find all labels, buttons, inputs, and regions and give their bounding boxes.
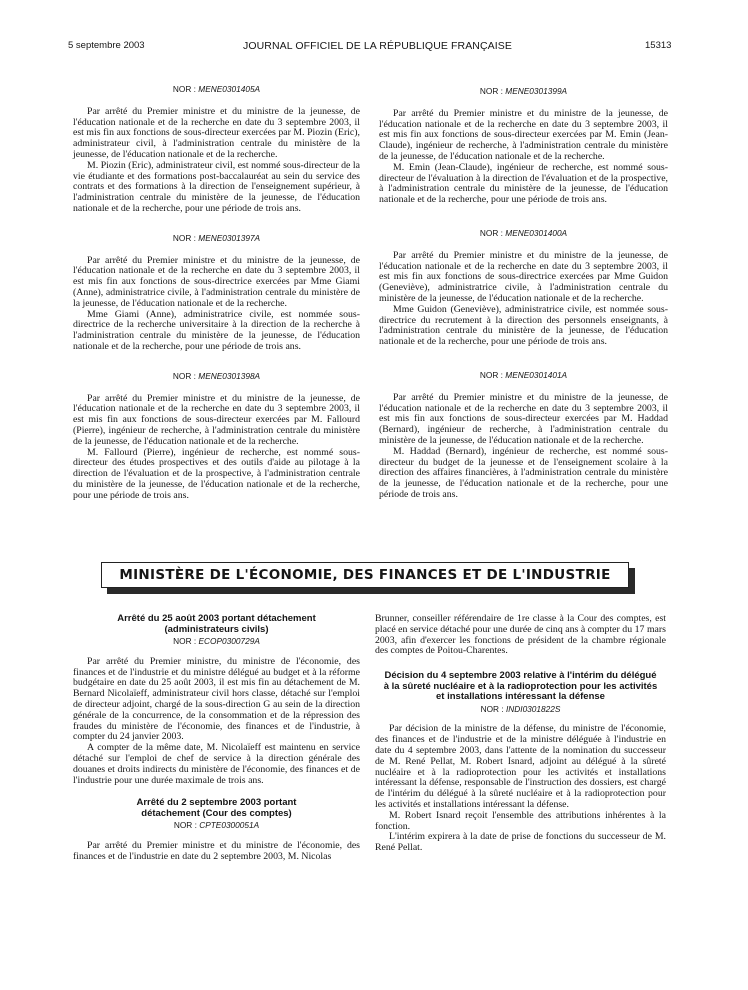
nor-reference: NOR : MENE0301401A	[479, 369, 568, 380]
paragraph: Mme Giami (Anne), administratrice civile, est nommée sous-directrice de la recherche universitaire à la direction de la recherche à l'administration centrale du ministère de la jeunesse, de l'éducation nationale et de la recherche, pour une période de trois ans.	[73, 308, 360, 352]
paragraph: Par arrêté du Premier ministre, du ministre de l'économie, des finances et de l'industrie et du ministre délégué au budget et à la réforme budgétaire en date du 25 août 2003, il est mis fin au détachement de M. Bernard Nicolaïeff, administrateur civil hors classe, détaché sur l'emploi de directeur adjoint, chargé de la sous-direction G au sein de la direction générale de la concurrence, de la consommation et de la répression des fraudes du ministère de l'économie, des finances et de l'industrie, à compter du 24 janvier 2003.	[73, 655, 360, 743]
paragraph: M. Fallourd (Pierre), ingénieur de recherche, est nommé sous-directeur des études prospectives et des outils d'aide au pilotage à la direction de l'évaluation et de la prospective, à l'administration centrale du ministère de la jeunesse, de l'éducation nationale et de la recherche, pour une période de trois ans.	[73, 446, 360, 501]
page-number: 15313	[645, 40, 672, 51]
nor-reference: NOR : MENE0301405A	[172, 84, 261, 94]
paragraph: Par arrêté du Premier ministre et du ministre de la jeunesse, de l'éducation nationale et de la recherche en date du 3 septembre 2003, il est mis fin aux fonctions de sous-directrice exercées par Mme Giami (Anne), administratrice civile, à l'administration centrale du ministère de la jeunesse, de l'éducation nationale et de la recherche.	[73, 254, 360, 309]
journal-title: JOURNAL OFFICIEL DE LA RÉPUBLIQUE FRANÇAISE	[243, 40, 512, 52]
paragraph: M. Piozin (Eric), administrateur civil, est nommé sous-directeur de la vie étudiante et des formations post-baccalauréat au sein du service des contrats et des formations à la direction de l'enseignement supérieur, à l'administration centrale du ministère de la jeunesse, de l'éducation nationale et de la recherche, pour une période de trois ans.	[73, 159, 360, 214]
paragraph: Par arrêté du Premier ministre et du ministre de la jeunesse, de l'éducation nationale et de la recherche en date du 3 septembre 2003, il est mis fin aux fonctions de sous-directeur exercées par M. Emin (Jean-Claude), ingénieur de recherche, à l'administration centrale du ministère de la jeunesse, de l'éducation nationale et de la recherche.	[379, 107, 668, 162]
paragraph: Mme Guidon (Geneviève), administratrice civile, est nommée sous-directrice du recrutement à la direction des personnels enseignants, à l'administration centrale du ministère de la jeunesse, de l'éducation nationale et de la recherche, pour une période de trois ans.	[379, 303, 668, 348]
paragraph: A compter de la même date, M. Nicolaïeff est maintenu en service détaché sur l'emploi de chef de service à la direction générale des douanes et droits indirects du ministère de l'économie, des finances et de l'industrie pour une durée maximale de trois ans.	[73, 742, 360, 786]
paragraph: Par décision de la ministre de la défense, du ministre de l'économie, des finances et de l'industrie et de la ministre déléguée à l'industrie en date du 4 septembre 2003, dans l'attente de la nomination du successeur de M. René Pellat, M. Robert Isnard, adjoint au délégué à la sûreté nucléaire et à la radioprotection pour les activités et installations intéressant la défense, responsable de l'instruction des dossiers, est chargé de l'intérim du délégué à la sûreté nucléaire et à la radioprotection pour les activités et installations intéressant la défense.	[375, 723, 666, 811]
paragraph: M. Emin (Jean-Claude), ingénieur de recherche, est nommé sous-directeur de l'évaluation à la direction de l'évaluation et de la prospective, à l'administration centrale du ministère de la jeunesse, de l'éducation nationale et de la recherche, pour une période de trois ans.	[379, 161, 668, 206]
nor-reference: NOR : MENE0301399A	[479, 86, 568, 96]
right-column-top	[379, 86, 668, 501]
decree-title: Arrêté du 2 septembre 2003 portant détachement (Cour des comptes)	[136, 797, 297, 819]
header-date: 5 septembre 2003	[68, 40, 145, 51]
decision-title: Décision du 4 septembre 2003 relative à l'intérim du délégué à la sûreté nucléaire et à la radioprotection pour les activités et installations intéressant la défense	[383, 670, 658, 703]
paragraph: M. Haddad (Bernard), ingénieur de recherche, est nommé sous-directeur du budget de la jeunesse et de l'enseignement scolaire à la direction des affaires financières, à l'administration centrale du ministère de la jeunesse, de l'éducation nationale et de la recherche, pour une période de trois ans.	[379, 445, 668, 500]
paragraph: Par arrêté du Premier ministre et du ministre de la jeunesse, de l'éducation nationale et de la recherche en date du 3 septembre 2003, il est mis fin aux fonctions de sous-directeur exercées par M. Fallourd (Pierre), ingénieur de recherche, à l'administration centrale du ministère de la jeunesse, de l'éducation nationale et de la recherche.	[73, 392, 360, 447]
right-column-bottom	[375, 614, 666, 854]
nor-reference: NOR : MENE0301398A	[172, 370, 261, 381]
paragraph: Par arrêté du Premier ministre et du ministre de l'économie, des finances et de l'industrie en date du 2 septembre 2003, M. Nicolas	[73, 840, 360, 862]
paragraph: Brunner, conseiller référendaire de 1re classe à la Cour des comptes, est placé en service détaché pour une durée de cinq ans à compter du 17 mars 2003, afin d'exercer les fonctions de président de la chambre régionale des comptes de Poitou-Charentes.	[375, 613, 666, 657]
nor-reference: NOR : MENE0301400A	[479, 227, 568, 238]
paragraph: M. Robert Isnard reçoit l'ensemble des attributions inhérentes à la fonction.	[375, 809, 666, 832]
paragraph: Par arrêté du Premier ministre et du ministre de la jeunesse, de l'éducation nationale et de la recherche en date du 3 septembre 2003, il est mis fin aux fonctions de sous-directeur exercées par M. Haddad (Bernard), ingénieur de recherche, à l'administration centrale du ministère de la jeunesse, de l'éducation nationale et de la recherche.	[379, 391, 668, 446]
nor-reference: NOR : CPTE0300051A	[173, 820, 260, 831]
left-column-bottom	[73, 614, 360, 863]
nor-reference: NOR : INDI0301822S	[480, 703, 561, 714]
paragraph: Par arrêté du Premier ministre et du ministre de la jeunesse, de l'éducation nationale et de la recherche en date du 3 septembre 2003, il est mis fin aux fonctions de sous-directrice exercées par Mme Guidon (Geneviève), administratrice civile, à l'administration centrale du ministère de la jeunesse, de l'éducation nationale et de la recherche.	[379, 249, 668, 304]
ministry-banner: MINISTÈRE DE L'ÉCONOMIE, DES FINANCES ET DE L'INDUSTRIE	[101, 562, 629, 588]
paragraph: L'intérim expirera à la date de prise de fonctions du successeur de M. René Pellat.	[375, 831, 666, 854]
decree-title: Arrêté du 25 août 2003 portant détachement (administrateurs civils)	[117, 613, 316, 635]
nor-reference: NOR : ECOP0300729A	[173, 636, 260, 646]
paragraph: Par arrêté du Premier ministre et du ministre de la jeunesse, de l'éducation nationale et de la recherche en date du 3 septembre 2003, il est mis fin aux fonctions de sous-directeur exercées par M. Piozin (Eric), administrateur civil, à l'administration centrale du ministère de la jeunesse, de l'éducation nationale et de la recherche.	[73, 105, 360, 160]
left-column-top	[73, 84, 360, 502]
nor-reference: NOR : MENE0301397A	[172, 232, 261, 243]
